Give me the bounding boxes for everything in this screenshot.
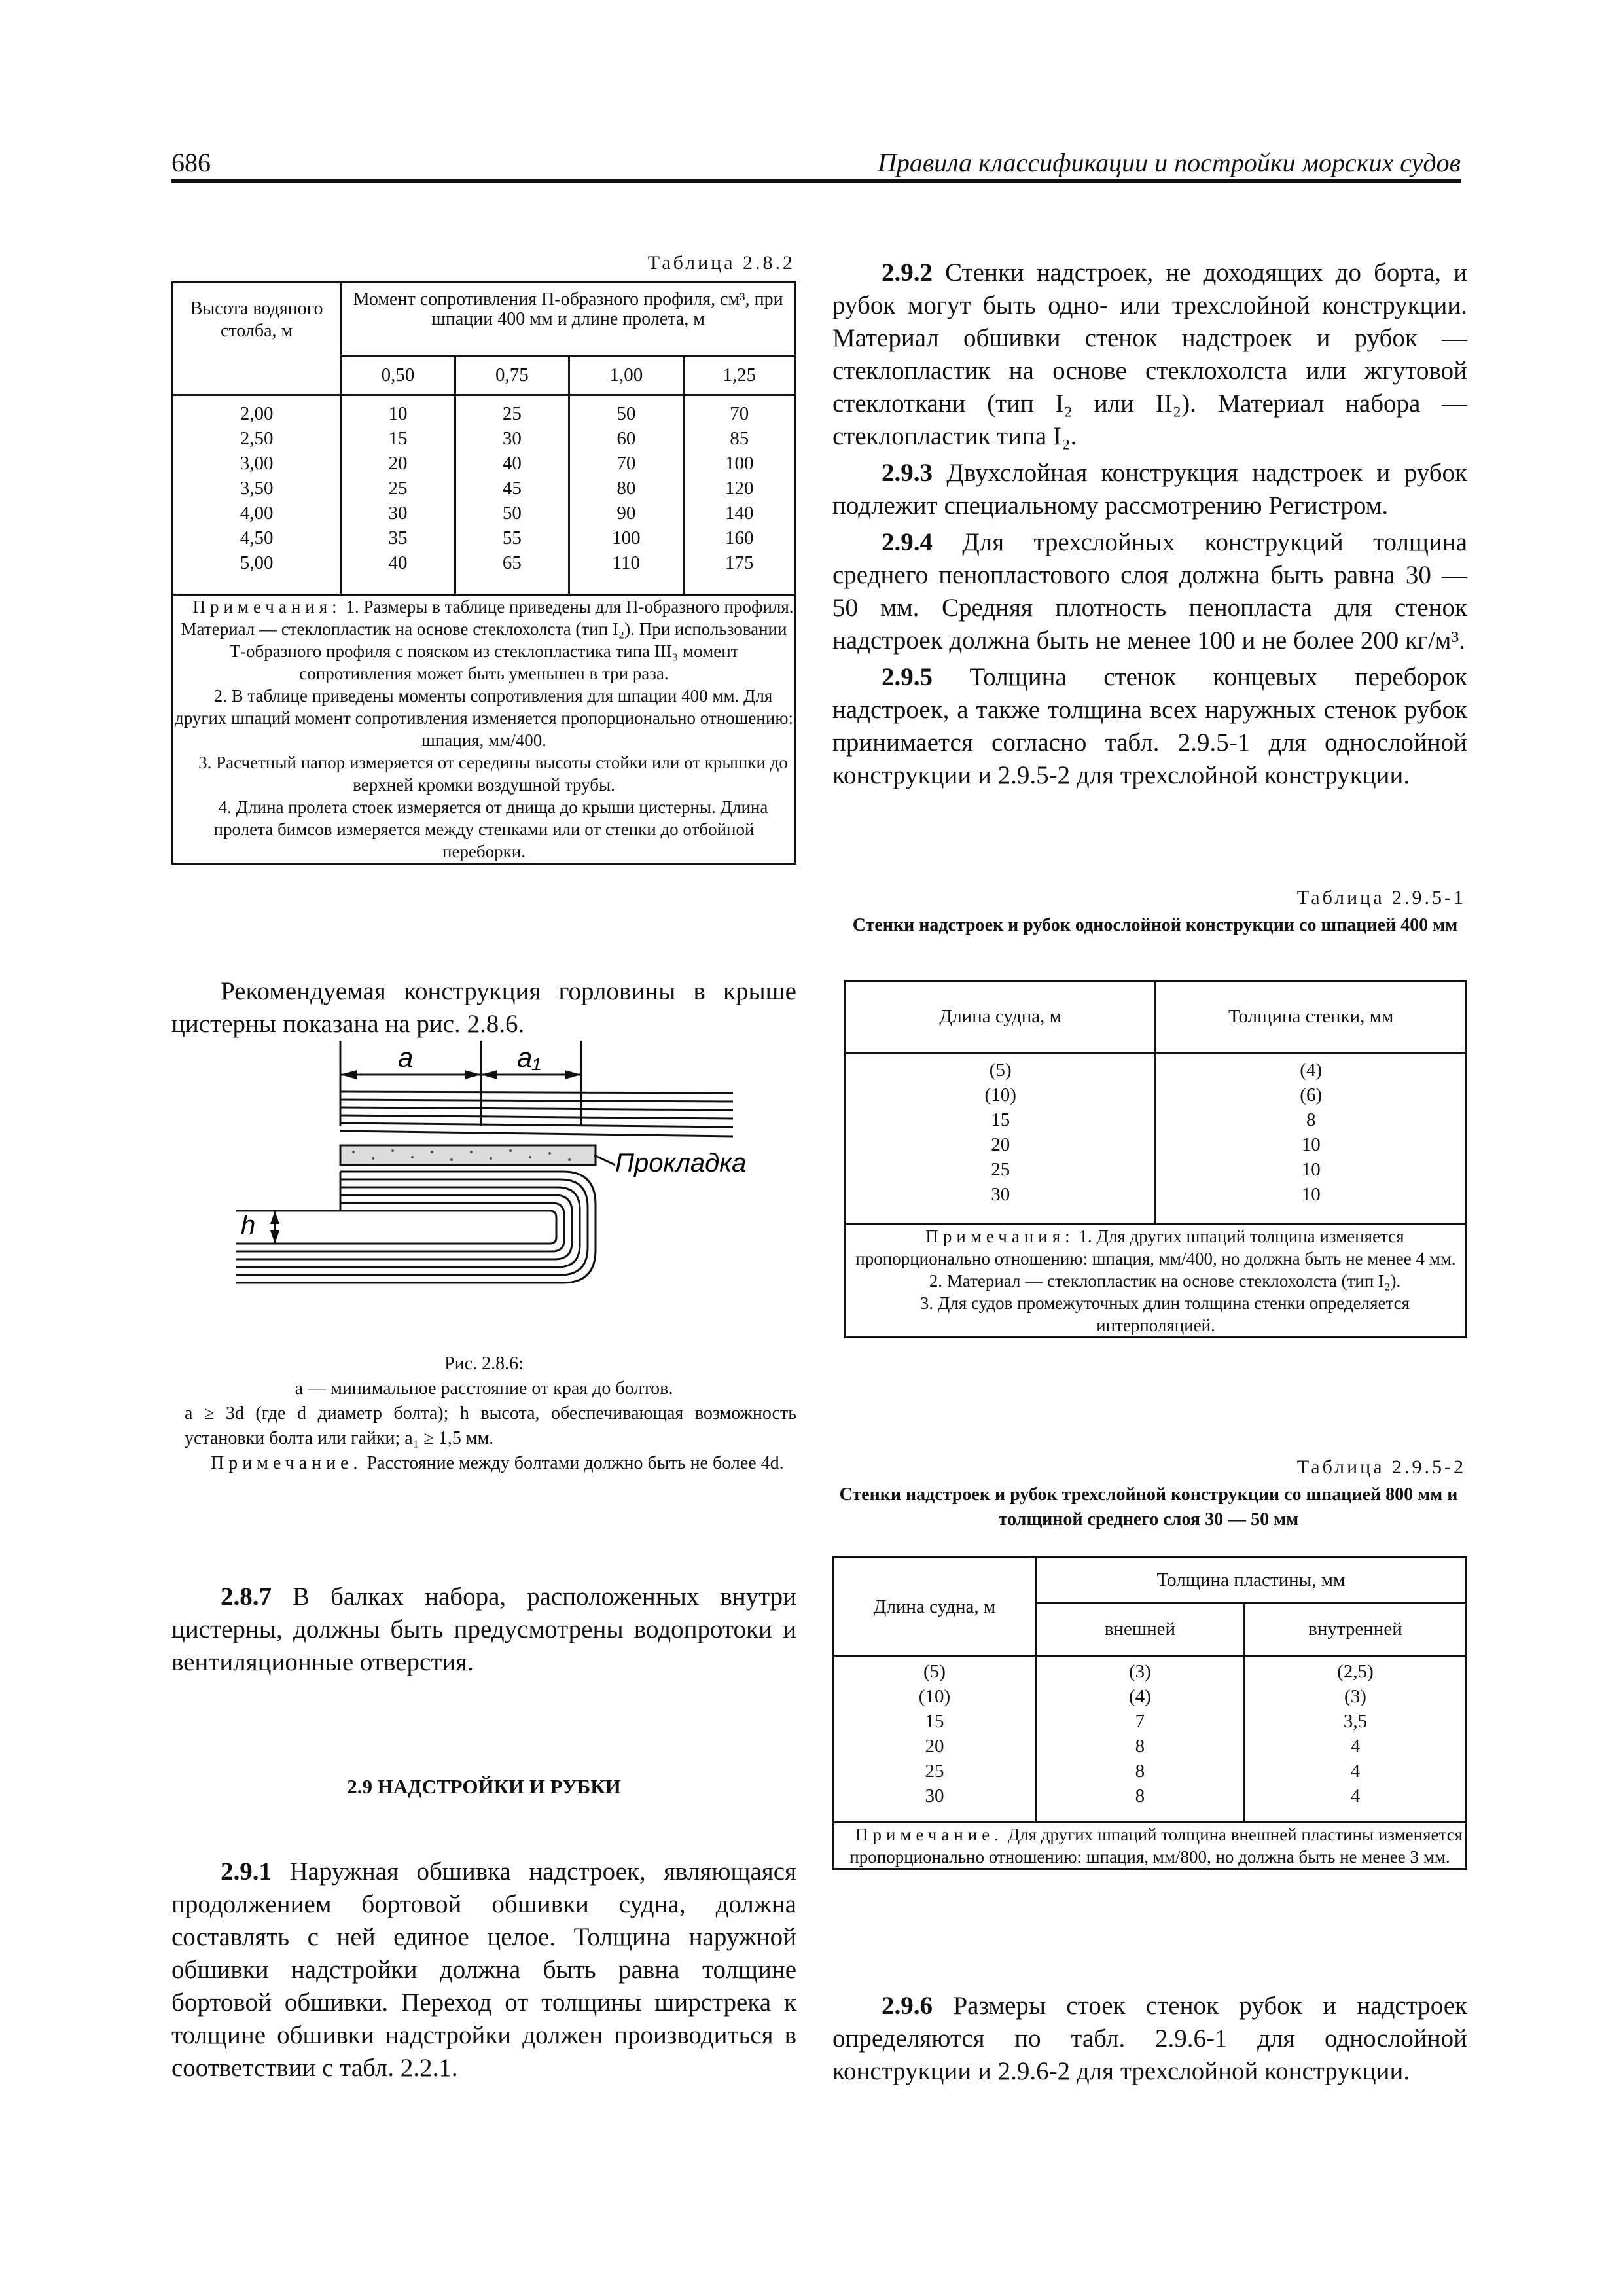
head-inner: внутренней <box>1244 1604 1466 1656</box>
col-head-water-column: Высота водяного столба, м <box>173 283 341 395</box>
table-2-9-5-2-caption: Таблица 2.9.5-2 <box>1296 1456 1466 1478</box>
para-2-8-7: 2.8.7 В балках набора, расположенных внутри цистерны, должны быть предусмотрены водопротоки и вентиляционные отверстия. <box>171 1583 796 1676</box>
span-head: 1,25 <box>683 356 795 395</box>
label-a1: a₁ <box>517 1042 541 1073</box>
head-outer: внешней <box>1035 1604 1244 1656</box>
thickness-cell: (4) (6) 8 10 10 10 <box>1156 1053 1467 1225</box>
head-thickness: Толщина стенки, мм <box>1156 981 1467 1053</box>
values-cell: 70 85 100 120 140 160 175 <box>683 395 795 595</box>
para-2-9-3: 2.9.3 Двухслойная конструкция надстроек и рубок подлежит специальному рассмотрению Регистром. <box>832 459 1467 520</box>
label-gasket: Прокладка <box>615 1149 747 1177</box>
span-head: 0,75 <box>455 356 569 395</box>
para-2-9-2: 2.9.2 Стенки надстроек, не доходящих до борта, и рубок могут быть одно- или трехслойной конструкции. Материал обшивки стенок надстроек и рубок — стеклопластик на основе стеклохолста или жгутовой стеклоткани (тип I₂ или II₂). Материал набора — стеклопластик типа I₂. <box>832 259 1467 450</box>
para-recommend: Рекомендуемая конструкция горловины в крыше цистерны показана на рис. 2.8.6. <box>171 977 796 1038</box>
note-1: 1. Размеры в таблице приведены для П-образного профиля. Материал — стеклопластик на основе стеклохолста (тип I₂). При использовании Т-образного профиля с пояском из стеклопластика типа III₃ момент сопротивления может быть уменьшен в три раза. <box>181 597 794 683</box>
values-cell: 50 60 70 80 90 100 110 <box>569 395 683 595</box>
table-notes <box>173 595 796 864</box>
inner-cell: (2,5) (3) 3,5 4 4 4 <box>1244 1656 1466 1823</box>
lengths-cell: (5) (10) 15 20 25 30 <box>846 1053 1156 1225</box>
values-cell: 25 30 40 45 50 55 65 <box>455 395 569 595</box>
col-head-section-modulus: Момент сопротивления П-образного профиля, см³, при шпации 400 мм и длине пролета, м <box>341 283 796 356</box>
note-2: 2. Материал — стеклопластик на основе стеклохолста (тип I₂). <box>929 1271 1401 1291</box>
page-number: 686 <box>171 148 211 177</box>
table-2-9-5-1 <box>844 980 1467 1338</box>
table-note <box>834 1823 1467 1869</box>
section-heading: 2.9 НАДСТРОЙКИ И РУБКИ <box>347 1775 621 1798</box>
figure-caption <box>171 1352 796 1476</box>
head-thickness: Толщина пластины, мм <box>1035 1558 1466 1604</box>
note-text: Для других шпаций толщина внешней пластины изменяется пропорционально отношению: шпация, мм/800, но должна быть не менее 3 мм. <box>849 1825 1463 1867</box>
para-2-9-4: 2.9.4 Для трехслойных конструкций толщина среднего пенопластового слоя должна быть равна 30 — 50 мм. Средняя плотность пенопласта для стенок надстроек должна быть не менее 100 и не более 200 кг/м³. <box>832 528 1467 655</box>
running-title: Правила классификации и постройки морских судов <box>877 148 1461 177</box>
figure-caption-line1: a — минимальное расстояние от края до болтов. <box>294 1378 673 1399</box>
outer-cell: (3) (4) 7 8 8 8 <box>1035 1656 1244 1823</box>
note-1: 1. Для других шпаций толщина изменяется пропорционально отношению: шпация, мм/400, но должна быть не менее 4 мм. <box>855 1227 1456 1268</box>
note-3: 3. Расчетный напор измеряется от середины высоты стойки или от крышки до верхней кромки воздушной трубы. <box>198 753 788 795</box>
note-2: 2. В таблице приведены моменты сопротивления для шпации 400 мм. Для других шпаций момент сопротивления изменяется пропорционально отношению: шпация, мм/400. <box>175 686 793 750</box>
notes-label: Примечания: <box>925 1227 1075 1246</box>
note-3: 3. Для судов промежуточных длин толщина стенки определяется интерполяцией. <box>919 1293 1410 1335</box>
heights-cell: 2,00 2,50 3,00 3,50 4,00 4,50 5,00 <box>173 395 341 595</box>
figure-caption-line2: a ≥ 3d (где d диаметр болта); h высота, обеспечивающая возможность установки болта или гайки; a₁ ≥ 1,5 мм. <box>185 1403 796 1448</box>
span-head: 1,00 <box>569 356 683 395</box>
table-2-8-2 <box>171 281 796 865</box>
span-head: 0,50 <box>341 356 455 395</box>
figure-2-8-6 <box>223 1041 779 1322</box>
table-2-9-5-1-caption: Таблица 2.9.5-1 <box>1296 887 1466 908</box>
lengths-cell: (5) (10) 15 20 25 30 <box>834 1656 1036 1823</box>
table-2-9-5-2-title: Стенки надстроек и рубок трехслойной конструкции со шпацией 800 мм и толщиной среднего слоя 30 — 50 мм <box>839 1484 1458 1530</box>
para-2-9-5: 2.9.5 Толщина стенок концевых переборок надстроек, а также толщина всех наружных стенок рубок принимается согласно табл. 2.9.5-1 для однослойной конструкции и 2.9.5-2 для трехслойной конструкции. <box>832 663 1467 789</box>
para-2-9-1: 2.9.1 Наружная обшивка надстроек, являющаяся продолжением бортовой обшивки судна, должна составлять с ней единое целое. Толщина наружной обшивки надстройки должна быть равна толщине бортовой обшивки. Переход от толщины ширстрека к толщине обшивки надстройки должен производиться в соответствии с табл. 2.2.1. <box>171 1857 796 2082</box>
head-length: Длина судна, м <box>834 1558 1036 1656</box>
values-cell: 10 15 20 25 30 35 40 <box>341 395 455 595</box>
figure-note-text: Расстояние между болтами должно быть не более 4d. <box>362 1453 784 1473</box>
table-2-9-5-1-title: Стенки надстроек и рубок однослойной конструкции со шпацией 400 мм <box>852 915 1458 935</box>
header-rule <box>171 179 1461 183</box>
table-2-9-5-2 <box>832 1556 1467 1870</box>
figure-note-label: Примечание. <box>211 1453 363 1473</box>
note-label: Примечание. <box>855 1825 1003 1844</box>
label-a: a <box>398 1042 414 1073</box>
figure-caption-title: Рис. 2.8.6: <box>444 1354 524 1374</box>
head-length: Длина судна, м <box>846 981 1156 1053</box>
table-2-8-2-caption: Таблица 2.8.2 <box>647 252 795 274</box>
note-4: 4. Длина пролета стоек измеряется от днища до крыши цистерны. Длина пролета бимсов измеряется между стенками или от стенки до отбойной переборки. <box>213 797 768 861</box>
right-paragraphs <box>832 257 1467 792</box>
notes-label: Примечания: <box>192 597 342 617</box>
label-h: h <box>241 1211 256 1240</box>
table-notes <box>846 1225 1467 1338</box>
para-2-9-6: 2.9.6 Размеры стоек стенок рубок и надстроек определяются по табл. 2.9.6-1 для однослойной конструкции и 2.9.6-2 для трехслойной конструкции. <box>832 1992 1467 2085</box>
